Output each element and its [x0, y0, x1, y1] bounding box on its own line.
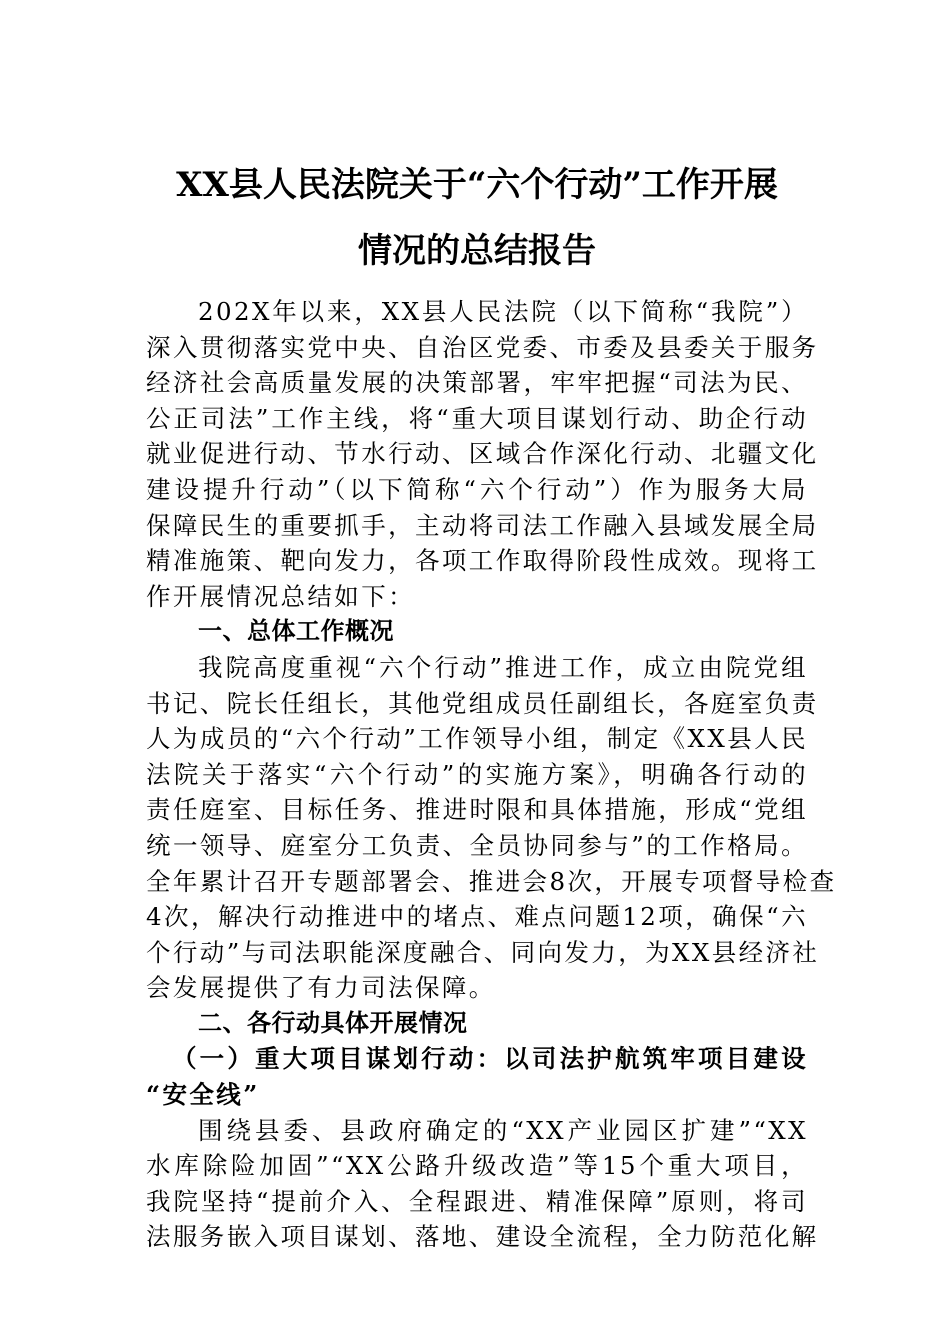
overview-line: 全年累计召开专题部署会、推进会8次，开展专项督导检查 [146, 866, 837, 896]
subsection-heading-major-projects [146, 1041, 808, 1112]
document-body [146, 294, 837, 1255]
overview-line: 书记、院长任组长，其他党组成员任副组长，各庭室负责 [146, 688, 819, 718]
overview-line: 个行动”与司法职能深度融合、同向发力，为XX县经济社 [146, 937, 820, 967]
intro-line: 经济社会高质量发展的决策部署，牢牢把握“司法为民、 [146, 368, 808, 398]
major-projects-line: 围绕县委、县政府确定的“XX产业园区扩建”“XX [198, 1115, 808, 1145]
document-page [146, 152, 837, 1255]
section-heading-overview: 一、总体工作概况 [198, 617, 394, 646]
intro-line: 就业促进行动、节水行动、区域合作深化行动、北疆文化 [146, 439, 819, 469]
major-projects-paragraph [146, 1113, 819, 1255]
title-line-2: 情况的总结报告 [358, 231, 596, 271]
intro-line: 保障民生的重要抓手，主动将司法工作融入县域发展全局 [146, 510, 819, 540]
intro-line: 公正司法”工作主线，将“重大项目谋划行动、助企行动 [146, 403, 808, 433]
overview-line: 法院关于落实“六个行动”的实施方案》，明确各行动的 [146, 759, 808, 789]
intro-line: 深入贯彻落实党中央、自治区党委、市委及县委关于服务 [146, 332, 819, 362]
document-title [146, 152, 808, 284]
overview-line: 4次，解决行动推进中的堵点、难点问题12项，确保“六 [146, 902, 808, 932]
overview-line: 人为成员的“六个行动”工作领导小组，制定《XX县人民 [146, 724, 808, 754]
major-projects-line: 水库除险加固”“XX公路升级改造”等15个重大项目， [146, 1151, 808, 1181]
intro-paragraph [146, 294, 819, 614]
section-heading-actions: 二、各行动具体开展情况 [198, 1008, 468, 1037]
overview-line: 统一领导、庭室分工负责、全员协同参与”的工作格局。 [146, 830, 808, 860]
subheading-line: “安全线” [146, 1080, 260, 1110]
overview-line: 我院高度重视“六个行动”推进工作，成立由院党组 [198, 652, 808, 682]
intro-line: 精准施策、靶向发力，各项工作取得阶段性成效。现将工 [146, 546, 819, 576]
overview-line: 责任庭室、目标任务、推进时限和具体措施，形成“党组 [146, 795, 808, 825]
intro-line: 202X年以来，XX县人民法院（以下简称“我院”） [198, 297, 808, 326]
intro-line: 建设提升行动”（以下简称“六个行动”）作为服务大局 [146, 474, 808, 504]
subheading-line: （一）重大项目谋划行动：以司法护航筑牢项目建设 [172, 1044, 808, 1074]
overview-line: 会发展提供了有力司法保障。 [146, 973, 496, 1003]
major-projects-line: 法服务嵌入项目谋划、落地、建设全流程，全力防范化解 [146, 1222, 819, 1252]
intro-line: 作开展情况总结如下： [146, 581, 415, 611]
title-line-1: XX县人民法院关于“六个行动”工作开展 [176, 165, 778, 205]
major-projects-line: 我院坚持“提前介入、全程跟进、精准保障”原则，将司 [146, 1186, 808, 1216]
overview-paragraph [146, 650, 837, 1006]
